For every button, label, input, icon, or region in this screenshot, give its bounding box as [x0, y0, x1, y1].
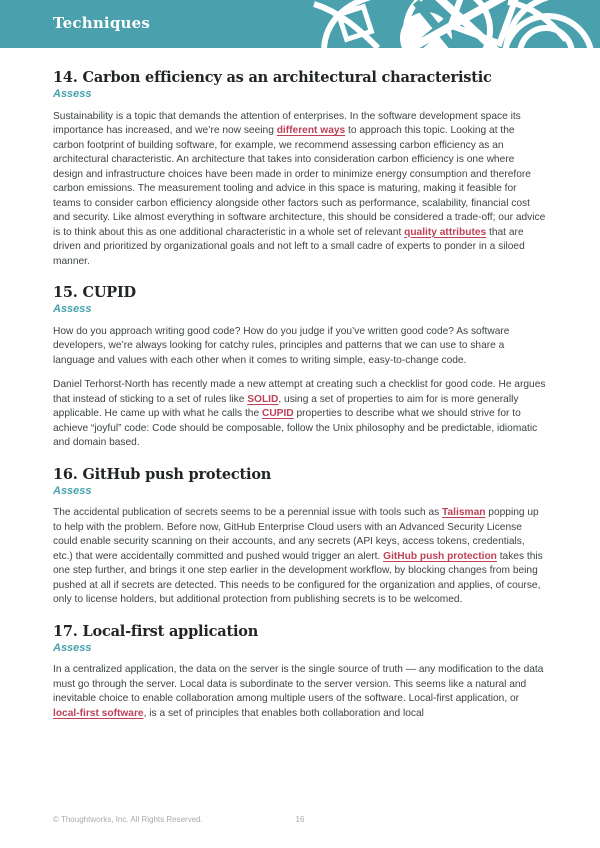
page-header	[0, 0, 600, 48]
ring-label: Assess	[53, 88, 92, 101]
paragraph: How do you approach writing good code? How do you judge if you’ve written good code? As software developers, we’re always looking for catchy rules, principles and patterns that we can use to share a language and values with each other when it comes to writing simple, easy-to-change code.	[53, 325, 510, 366]
page-number: 16	[295, 815, 305, 824]
section-title: 17. Local-first application	[53, 622, 259, 640]
paragraph: Daniel Terhorst-North has recently made a new attempt at creating such a checklist for good code. He argues that instead of sticking to a set of rules like SOLID, using a set of properties to aim for is more generally applicable. He came up with what he calls the CUPID properties to describe what we should strive for to achieve “joyful” code: Code should be composable, follow the Unix philosophy and be predictable, idiomatic and domain based.	[53, 379, 546, 449]
section-body	[53, 506, 547, 608]
page-footer	[0, 814, 600, 825]
inline-link[interactable]: Talisman	[442, 507, 486, 519]
blip-section	[53, 284, 547, 451]
inline-link[interactable]: different ways	[276, 125, 346, 137]
section-body	[53, 325, 547, 451]
content	[53, 48, 547, 721]
inline-link[interactable]: quality attributes	[404, 226, 487, 238]
ring-label: Assess	[53, 303, 92, 316]
ring-label: Assess	[53, 642, 92, 655]
copyright-text: © Thoughtworks, Inc. All Rights Reserved.	[53, 815, 203, 824]
paragraph: In a centralized application, the data on the server is the single source of truth — any modification to the data must go through the server. Local data is subordinate to the server version. This seems like a natural and inevitable choice to enable collaboration among multiple users of the software. Local-first application, or local-first software, is a set of principles that enables both collaboration and local	[53, 664, 544, 719]
section-body	[53, 663, 547, 721]
overlapping-circles-globe-icon	[320, 0, 570, 48]
inline-link[interactable]: SOLID	[247, 393, 279, 405]
blip-section	[53, 466, 547, 608]
blip-section	[53, 623, 547, 722]
inline-link[interactable]: local-first software	[53, 707, 144, 719]
blip-section	[53, 69, 547, 269]
paragraph: The accidental publication of secrets seems to be a perennial issue with tools such as Talisman popping up to help with the problem. Before now, GitHub Enterprise Cloud users with an Advanced Security License could enable security scanning on their accounts, and any secrets (API keys, access tokens, credentials, etc.) that were accidentally committed and pushed would trigger an alert. GitHub push protection takes this one step further, and brings it one step earlier in the development workflow, by blocking changes from being pushed at all if secrets are detected. This needs to be configured for the organization and applies, of course, only to license holders, but additional protection from publishing secrets is to be welcomed.	[53, 507, 543, 606]
section-title: 15. CUPID	[53, 284, 136, 302]
inline-link[interactable]: CUPID	[261, 408, 294, 420]
section-body	[53, 110, 547, 270]
inline-link[interactable]: GitHub push protection	[383, 550, 497, 562]
paragraph: Sustainability is a topic that demands the attention of enterprises. In the software development space its importance has increased, and we’re now seeing different ways to approach this topic. Looking at the carbon footprint of building software, for example, we recommend assessing carbon efficiency as an architectural characteristic. An architecture that takes into consideration carbon efficiency is one where design and infrastructure choices have been made in order to minimize energy consumption and therefore carbon emissions. The measurement tooling and advice in this space is maturing, making it feasible for teams to consider carbon efficiency alongside other factors such as performance, scalability, financial cost and security. Like almost everything in software architecture, this should be considered a trade-off; our advice is to think about this as one additional characteristic in a whole set of relevant quality attributes that are driven and prioritized by organizational goals and not left to a small cadre of experts to ponder in a siloed manner.	[53, 110, 546, 267]
page-header-title: Techniques	[53, 13, 151, 32]
section-title: 16. GitHub push protection	[53, 465, 272, 483]
ring-label: Assess	[53, 485, 92, 498]
section-title: 14. Carbon efficiency as an architectural characteristic	[53, 69, 492, 86]
